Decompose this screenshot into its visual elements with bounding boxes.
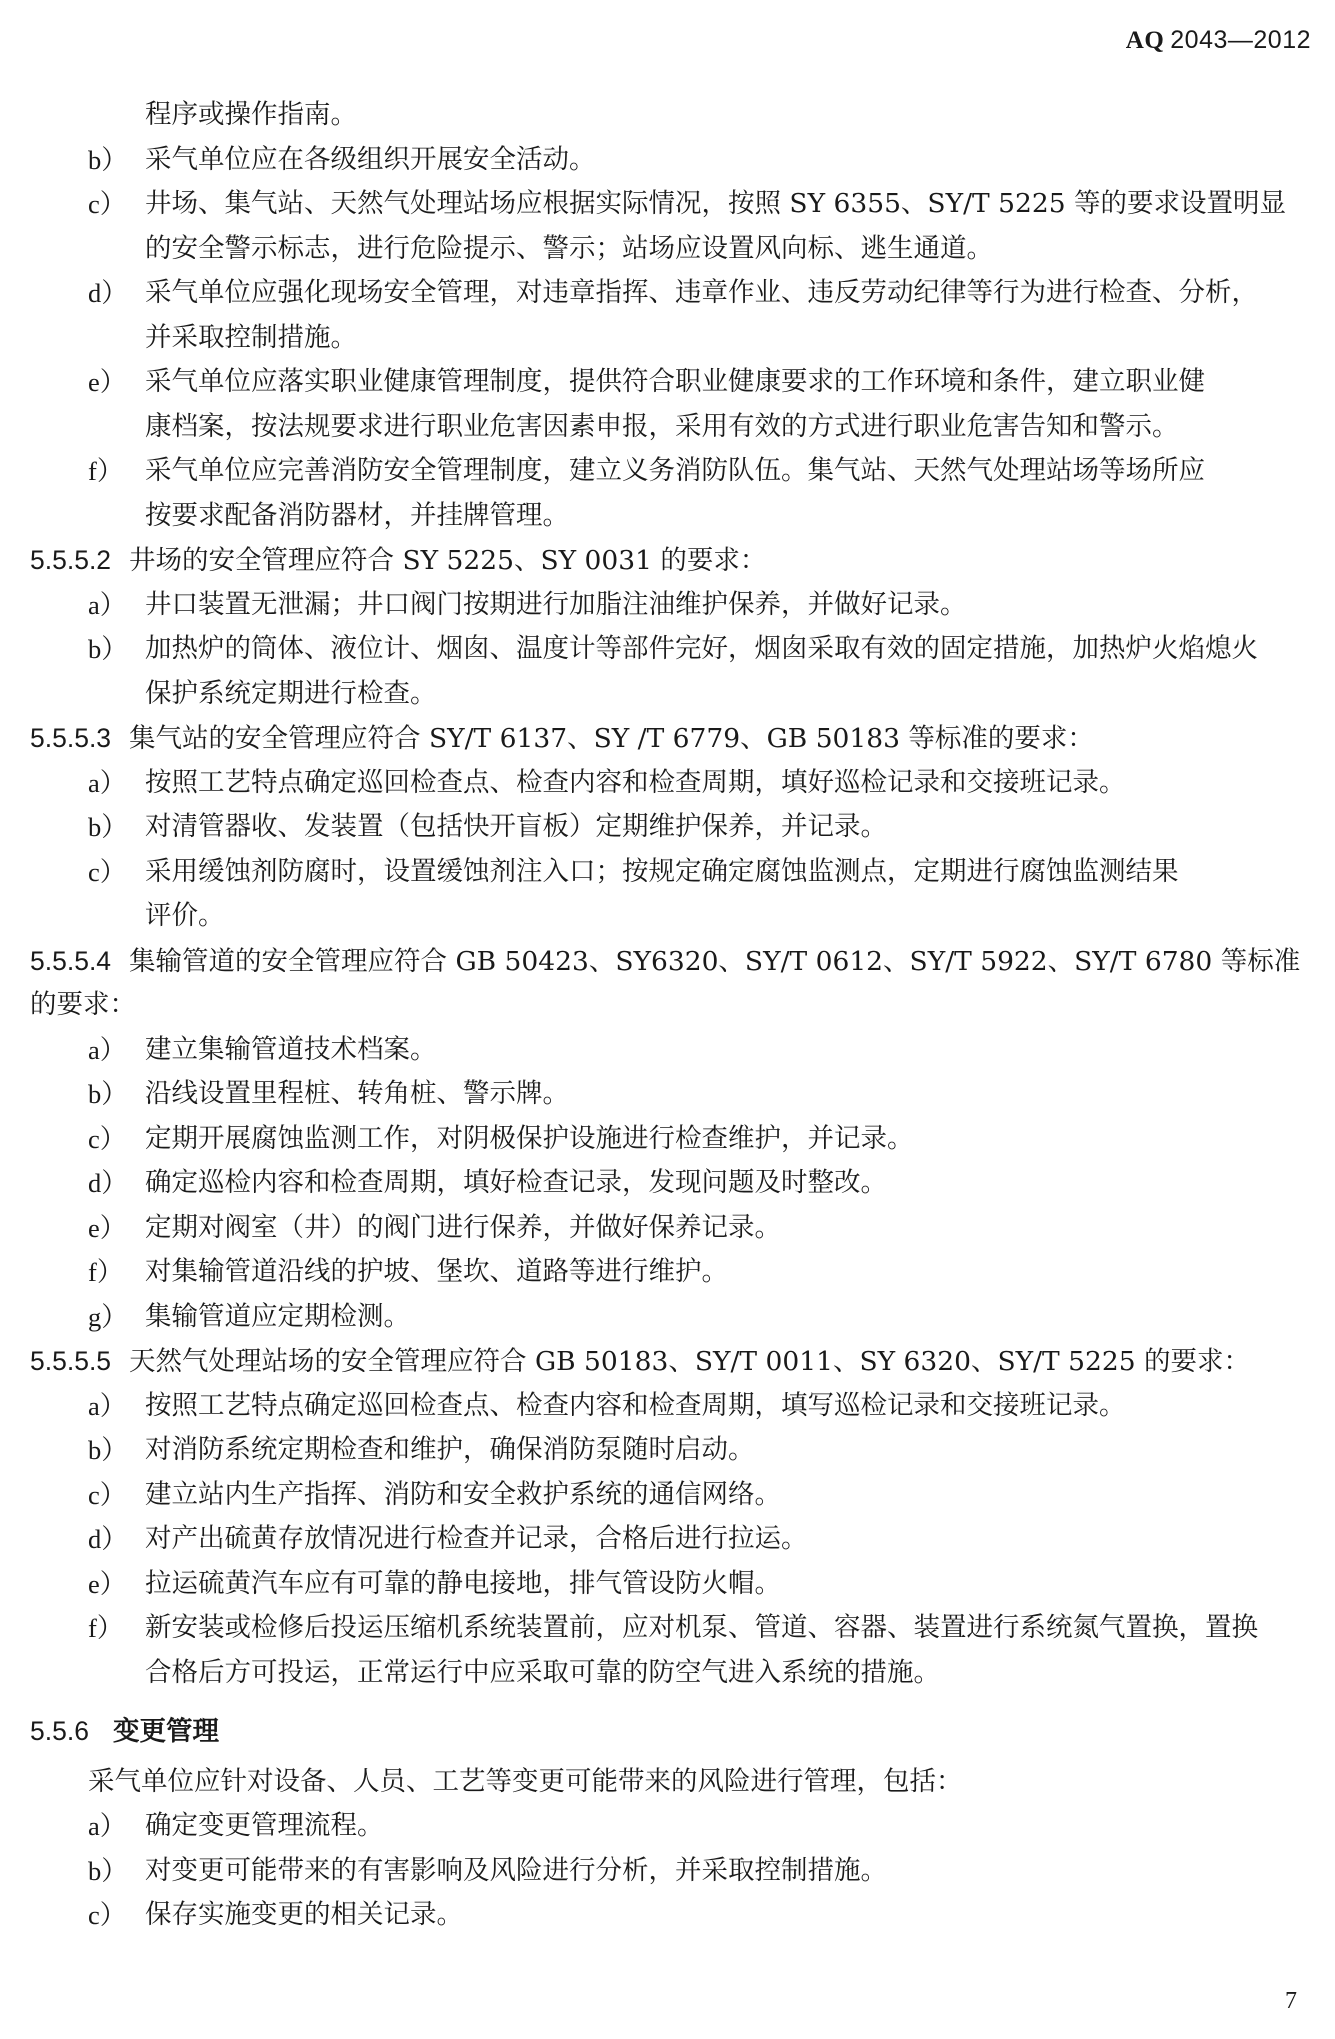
list-item xyxy=(30,583,1310,628)
item-label: c） xyxy=(88,1900,127,1930)
list-item xyxy=(30,1161,1310,1206)
clause-text: 集输管道的安全管理应符合 GB 50423、SY6320、SY/T 0612、SY/T 5922、SY/T 6780 等标准 xyxy=(129,945,1301,977)
item-text: 对消防系统定期检查和维护，确保消防泵随时启动。 xyxy=(145,1434,755,1465)
list-item xyxy=(30,1250,1310,1295)
item-label: b） xyxy=(88,1435,128,1465)
item-text: 采气单位应落实职业健康管理制度，提供符合职业健康要求的工作环境和条件，建立职业健 xyxy=(145,366,1205,397)
list-item xyxy=(30,1428,1310,1473)
item-text: 对集输管道沿线的护坡、堡坎、道路等进行维护。 xyxy=(145,1256,728,1287)
item-text: 加热炉的筒体、液位计、烟囱、温度计等部件完好，烟囱采取有效的固定措施，加热炉火焰熄火 xyxy=(145,633,1258,664)
list-item xyxy=(30,1117,1310,1162)
continuation-line: 保护系统定期进行检查。 xyxy=(145,677,437,709)
item-text: 井口装置无泄漏；井口阀门按期进行加脂注油维护保养，并做好记录。 xyxy=(145,588,967,620)
item-text: 采气单位应强化现场安全管理，对违章指挥、违章作业、违反劳动纪律等行为进行检查、分析， xyxy=(145,277,1258,308)
item-text: 按照工艺特点确定巡回检查点、检查内容和检查周期，填写巡检记录和交接班记录。 xyxy=(145,1389,1126,1421)
item-label: c） xyxy=(88,1123,127,1154)
clause-number: 5.5.5.2 xyxy=(30,545,112,575)
item-text: 建立集输管道技术档案。 xyxy=(145,1033,437,1065)
list-item xyxy=(30,1473,1310,1518)
clause-text: 天然气处理站场的安全管理应符合 GB 50183、SY/T 0011、SY 6320、SY/T 5225 的要求： xyxy=(129,1346,1251,1377)
section-clause xyxy=(30,1339,1310,1384)
list-item xyxy=(30,1384,1310,1429)
list-item xyxy=(30,271,1310,316)
item-label: c） xyxy=(88,189,127,219)
item-text: 建立站内生产指挥、消防和安全救护系统的通信网络。 xyxy=(145,1478,781,1510)
document-body xyxy=(30,93,1310,1938)
standard-code xyxy=(1126,26,1311,55)
item-text: 对清管器收、发装置（包括快开盲板）定期维护保养，并记录。 xyxy=(145,811,887,842)
continuation-line: 合格后方可投运，正常运行中应采取可靠的防空气进入系统的措施。 xyxy=(145,1656,940,1688)
item-text: 沿线设置里程桩、转角桩、警示牌。 xyxy=(145,1078,569,1109)
section-clause xyxy=(30,538,1310,583)
continuation-line: 并采取控制措施。 xyxy=(145,321,357,353)
list-item xyxy=(30,850,1310,895)
continuation-line: 评价。 xyxy=(145,900,225,931)
continuation-line: 康档案，按法规要求进行职业危害因素申报，采用有效的方式进行职业危害告知和警示。 xyxy=(145,410,1179,442)
item-label: a） xyxy=(88,767,127,798)
item-label: f） xyxy=(88,1613,124,1643)
item-label: a） xyxy=(88,589,127,620)
item-label: b） xyxy=(88,144,128,175)
clause-number: 5.5.5.4 xyxy=(30,945,112,976)
item-text: 按照工艺特点确定巡回检查点、检查内容和检查周期，填好巡检记录和交接班记录。 xyxy=(145,766,1126,798)
item-label: d） xyxy=(88,1524,128,1554)
heading-number: 5.5.6 xyxy=(30,1716,89,1746)
item-text: 定期开展腐蚀监测工作，对阴极保护设施进行检查维护，并记录。 xyxy=(145,1122,914,1154)
wrap-line: 的要求： xyxy=(30,989,136,1020)
clause-text: 井场的安全管理应符合 SY 5225、SY 0031 的要求： xyxy=(129,545,767,576)
item-text: 对产出硫黄存放情况进行检查并记录，合格后进行拉运。 xyxy=(145,1523,808,1554)
list-item xyxy=(30,805,1310,850)
item-text: 采用缓蚀剂防腐时，设置缓蚀剂注入口；按规定确定腐蚀监测点，定期进行腐蚀监测结果 xyxy=(145,855,1179,887)
item-text: 确定变更管理流程。 xyxy=(145,1810,384,1841)
item-label: b） xyxy=(88,1079,128,1109)
list-item xyxy=(30,1028,1310,1073)
item-label: b） xyxy=(88,1855,128,1886)
list-item xyxy=(30,1206,1310,1251)
list-item xyxy=(30,1606,1310,1651)
item-label: e） xyxy=(88,1568,127,1599)
item-label: d） xyxy=(88,1168,128,1198)
list-item xyxy=(30,1517,1310,1562)
list-item xyxy=(30,627,1310,672)
item-label: b） xyxy=(88,812,128,842)
section-clause xyxy=(30,716,1310,761)
item-text: 拉运硫黄汽车应有可靠的静电接地，排气管设防火帽。 xyxy=(145,1567,781,1599)
item-text: 采气单位应在各级组织开展安全活动。 xyxy=(145,143,596,175)
list-item xyxy=(30,1072,1310,1117)
continuation-line: 按要求配备消防器材，并挂牌管理。 xyxy=(145,499,569,531)
item-label: c） xyxy=(88,856,127,887)
item-text: 集输管道应定期检测。 xyxy=(145,1300,410,1332)
item-text: 对变更可能带来的有害影响及风险进行分析，并采取控制措施。 xyxy=(145,1854,887,1886)
item-label: d） xyxy=(88,278,128,308)
list-item xyxy=(30,1893,1310,1938)
page-number: 7 xyxy=(1285,1988,1297,2014)
list-item xyxy=(30,1849,1310,1894)
item-text: 定期对阀室（井）的阀门进行保养，并做好保养记录。 xyxy=(145,1211,781,1243)
list-item xyxy=(30,182,1310,227)
item-label: a） xyxy=(88,1390,127,1421)
continuation-line: 程序或操作指南。 xyxy=(145,99,357,130)
list-item xyxy=(30,1804,1310,1849)
item-label: f） xyxy=(88,1257,124,1287)
heading-text: 变更管理 xyxy=(112,1716,219,1747)
item-text: 保存实施变更的相关记录。 xyxy=(145,1899,463,1930)
item-text: 采气单位应完善消防安全管理制度，建立义务消防队伍。集气站、天然气处理站场等场所应 xyxy=(145,455,1205,486)
section-heading xyxy=(30,1709,1310,1754)
list-item xyxy=(30,1562,1310,1607)
list-item xyxy=(30,761,1310,806)
item-text: 确定巡检内容和检查周期，填好检查记录，发现问题及时整改。 xyxy=(145,1167,887,1198)
list-item xyxy=(30,360,1310,405)
paragraph: 采气单位应针对设备、人员、工艺等变更可能带来的风险进行管理，包括： xyxy=(88,1765,963,1797)
clause-text: 集气站的安全管理应符合 SY/T 6137、SY /T 6779、GB 50183 等标准的要求： xyxy=(129,723,1094,754)
item-text: 井场、集气站、天然气处理站场应根据实际情况，按照 SY 6355、SY/T 5225 等的要求设置明显 xyxy=(145,188,1286,219)
list-item xyxy=(30,1295,1310,1340)
item-label: e） xyxy=(88,367,127,397)
standard-prefix: AQ xyxy=(1125,27,1165,54)
clause-number: 5.5.5.3 xyxy=(30,723,112,753)
item-label: g） xyxy=(88,1301,128,1332)
item-label: a） xyxy=(88,1034,127,1065)
item-label: a） xyxy=(88,1811,127,1841)
clause-number: 5.5.5.5 xyxy=(30,1346,112,1376)
item-label: c） xyxy=(88,1479,127,1510)
item-label: e） xyxy=(88,1212,127,1243)
item-text: 新安装或检修后投运压缩机系统装置前，应对机泵、管道、容器、装置进行系统氮气置换，置换 xyxy=(145,1612,1258,1643)
list-item xyxy=(30,449,1310,494)
continuation-line: 的安全警示标志，进行危险提示、警示；站场应设置风向标、逃生通道。 xyxy=(145,232,993,264)
section-clause xyxy=(30,939,1310,984)
item-label: b） xyxy=(88,634,128,664)
item-label: f） xyxy=(88,456,124,486)
standard-number: 2043—2012 xyxy=(1170,26,1311,54)
list-item xyxy=(30,138,1310,183)
